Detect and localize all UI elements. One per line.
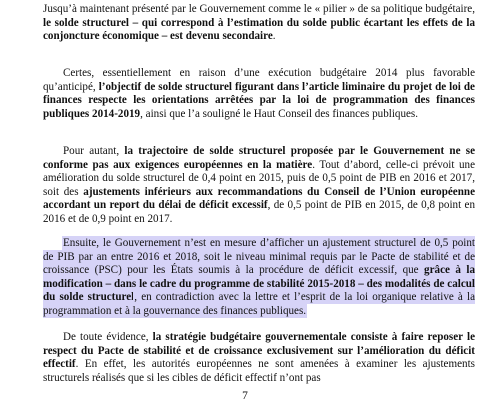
text-run: , ainsi que l’a souligné le Haut Conseil des finances publiques. <box>140 107 419 120</box>
text-run: Certes, essentiellement en raison d’une exécution budgétaire 2014 plus favorable qu’anticipé, <box>43 67 475 93</box>
bold-text-run: le solde structurel – qui correspond à l’estimation du solde public écartant les effets de la conjoncture économique – est devenu secondaire <box>43 16 475 43</box>
text-run: De toute évidence, <box>63 331 153 343</box>
bold-text-run: grâce à la modification – dans le cadre du programme de stabilité 2015-2018 – des modalités de calcul du solde structurel <box>43 264 475 304</box>
bold-text-run: la trajectoire de solde structurel proposée par le Gouvernement ne se conforme pas aux exigences européennes en la matière <box>43 145 475 171</box>
paragraph-solde-structurel-intro <box>43 3 475 44</box>
paragraph-ajustement-structurel <box>43 237 475 319</box>
bold-text-run: l’objectif de solde structurel figurant dans l’article liminaire du projet de loi de finances respecte les orientations arrêtées par la loi de programmation des finances publiques 2014-2019 <box>43 80 475 120</box>
page-number: 7 <box>242 390 248 402</box>
paragraph-trajectoire <box>43 145 475 227</box>
paragraph-strategie-budgetaire <box>43 331 475 385</box>
text-run: . Tout d’abord, celle-ci prévoit une amélioration du solde structurel de 0,4 point en 2015, puis de 0,5 point de PIB en 2016 et 2017, soit des <box>43 158 476 198</box>
text-run: Jusqu’à maintenant présenté par le Gouvernement comme le « pilier » de sa politique budgétaire, <box>43 3 475 15</box>
text-run: . En effet, les autorités européennes ne sont amenées à examiner les ajustements structurels réalisés que si les cibles de déficit effectif n’ont pas <box>43 358 475 384</box>
paragraph-objectif-solde <box>43 67 475 121</box>
bold-text-run: ajustements inférieurs aux recommandations du Conseil de l’Union européenne accordant un report du délai de déficit excessif <box>43 185 475 212</box>
text-run: , de 0,5 point de PIB en 2015, de 0,8 point en 2016 et de 0,9 point en 2017. <box>43 199 475 225</box>
text-run: Pour autant, <box>63 145 125 157</box>
text-run: . <box>272 30 276 43</box>
bold-text-run: la stratégie budgétaire gouvernementale consiste à faire reposer le respect du Pacte de stabilité et de croissance exclusivement sur l’amélioration du déficit effectif <box>43 331 475 371</box>
text-run: Ensuite, le Gouvernement n’est en mesure d’afficher un ajustement structurel de 0,5 point de PIB par an entre 2016 et 2018, soit le niveau minimal requis par le Pacte de stabilité et de croissance (PSC) pour les États soumis à la procédure de déficit excessif, que <box>43 237 475 277</box>
text-run: , en contradiction avec la lettre et l’esprit de la loi organique relative à la programmation et à la gouvernance des finances publiques. <box>43 291 475 317</box>
